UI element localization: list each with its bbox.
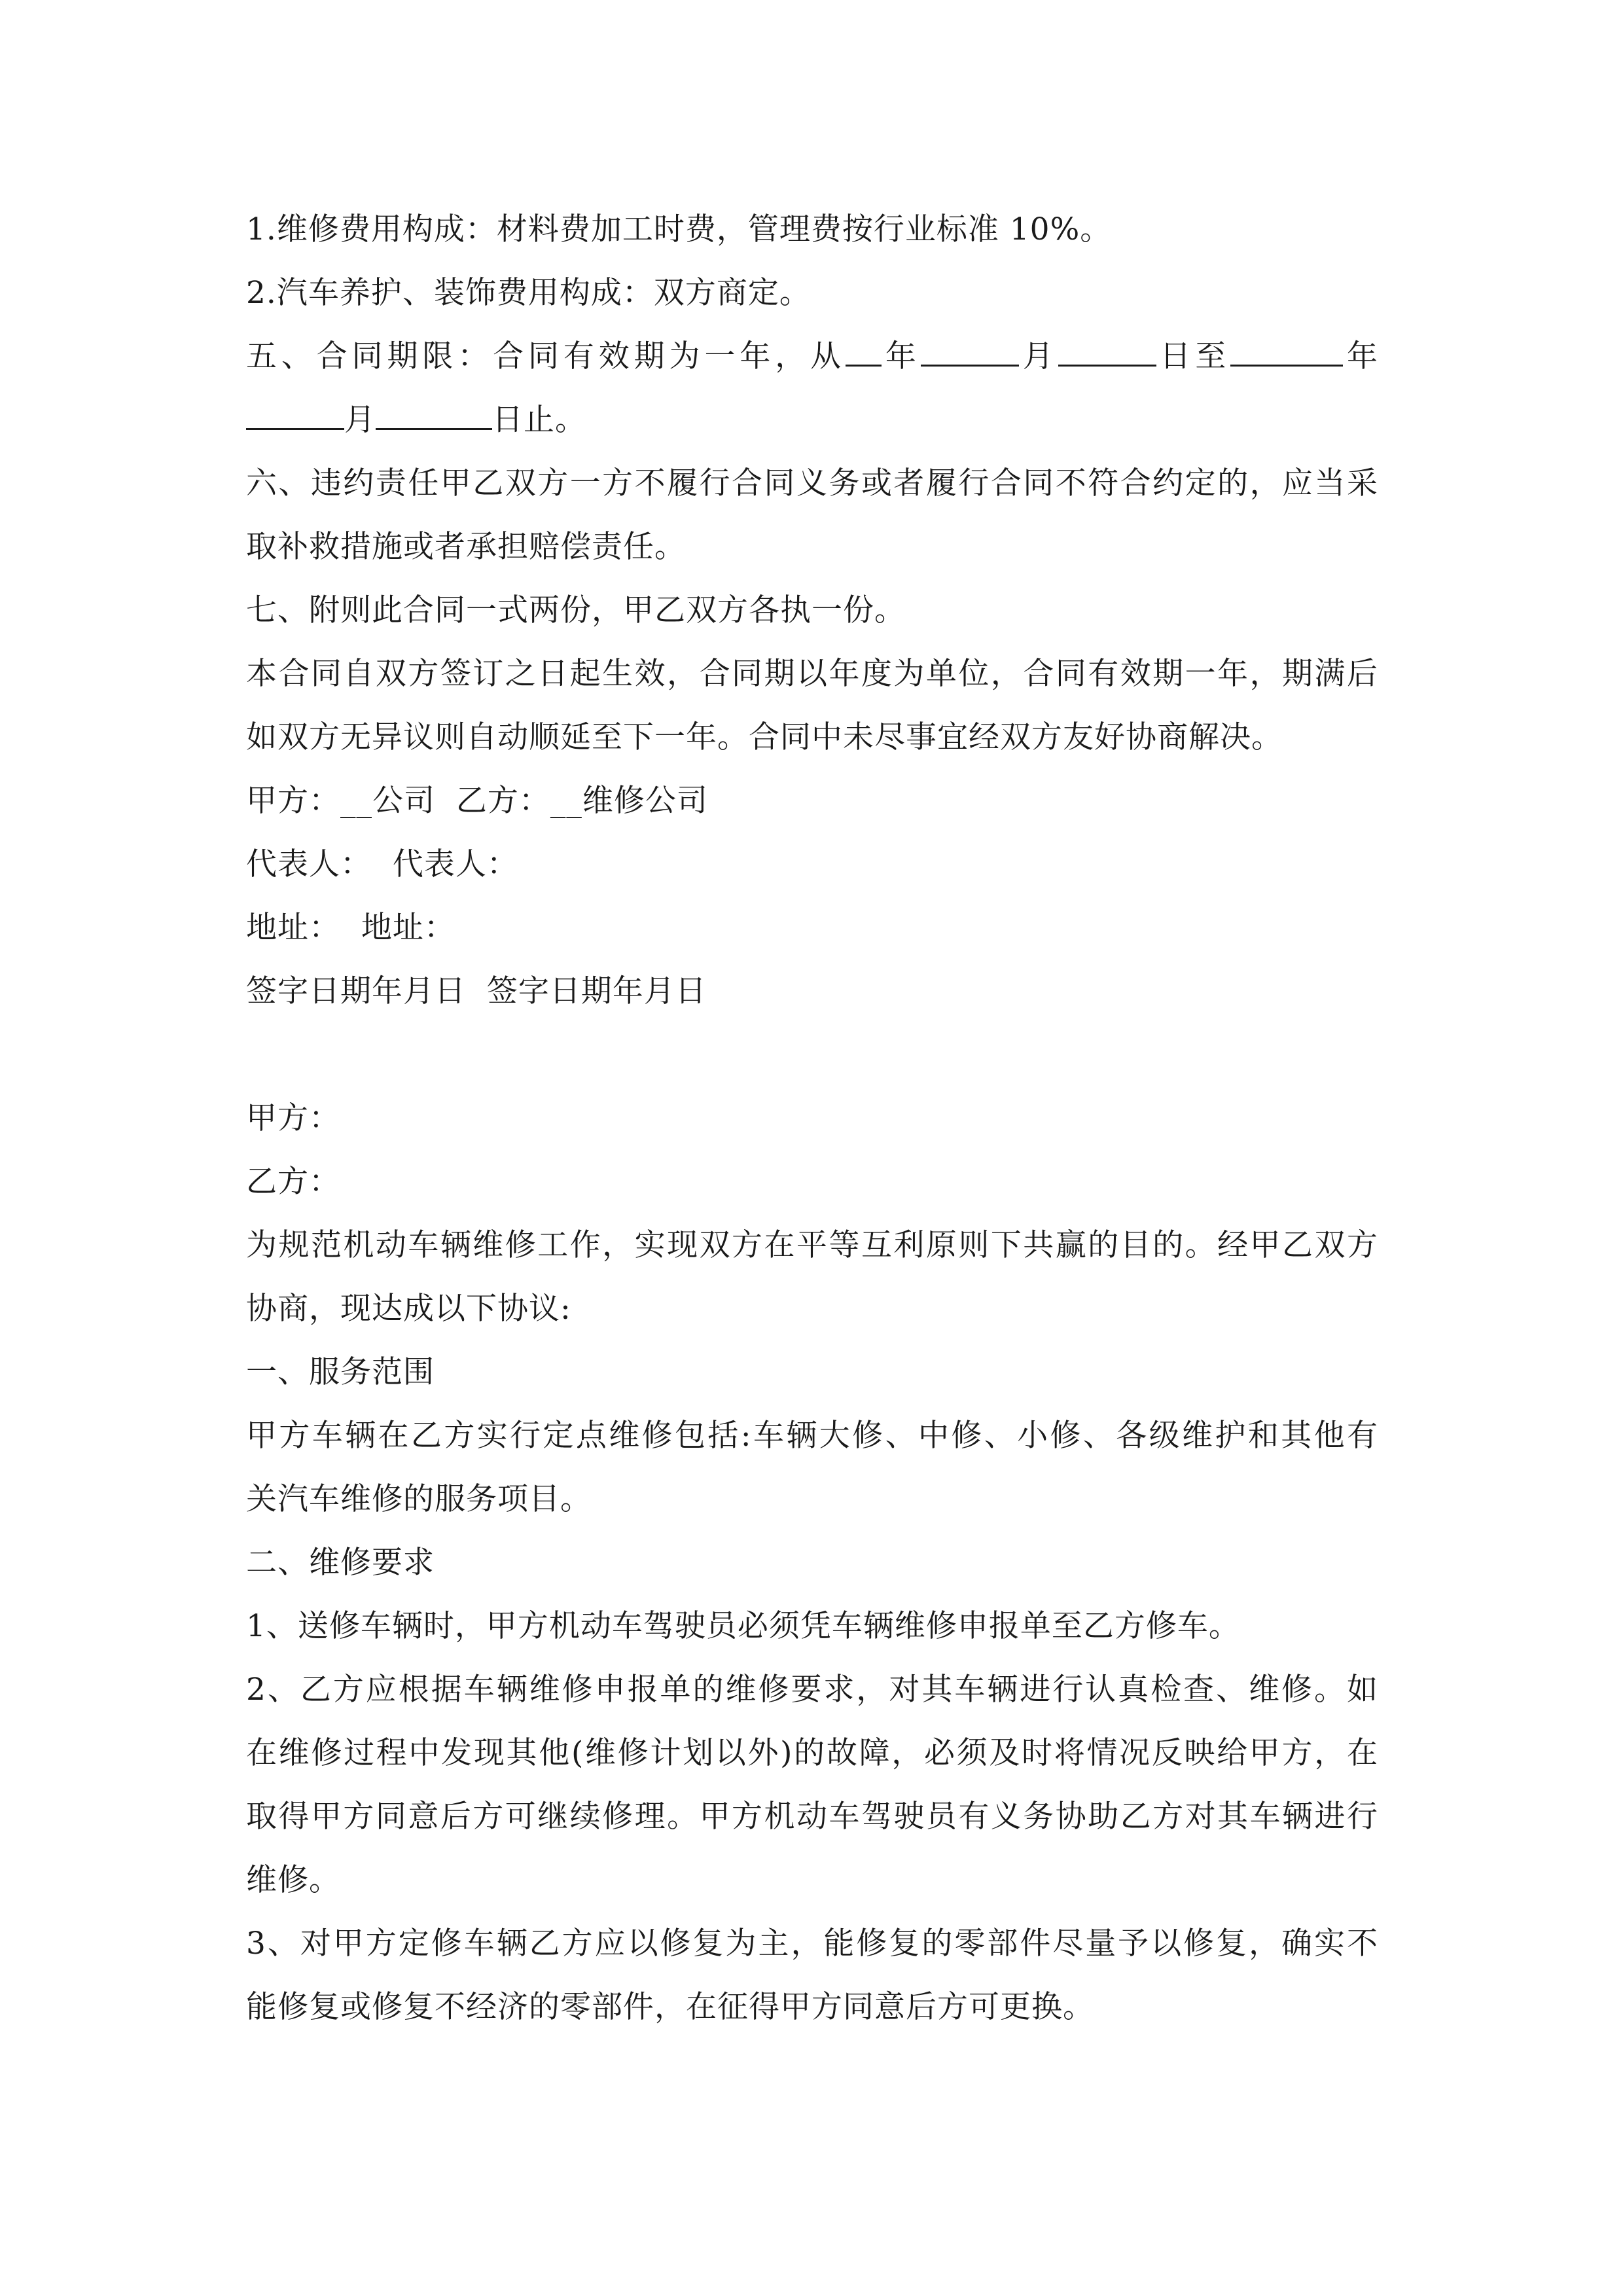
year-blank — [846, 338, 882, 367]
term-day-end: 日止。 — [492, 402, 586, 438]
intro-line2: 协商，现达成以下协议: — [246, 1291, 571, 1327]
term-prefix: 五、合同期限：合同有效期为一年，从 — [246, 338, 846, 374]
fee-clause-maintenance: 2.汽车养护、装饰费用构成：双方商定。 — [246, 275, 811, 311]
month-blank — [921, 338, 1019, 367]
intro-line1: 为规范机动车辆维修工作，实现双方在平等互利原则下共赢的目的。经甲乙双方 — [246, 1227, 1378, 1263]
second-party-b: 乙方： — [246, 1164, 340, 1200]
section1-line1: 甲方车辆在乙方实行定点维修包括:车辆大修、中修、小修、各级维护和其他有 — [246, 1418, 1378, 1454]
requirement-1: 1、送修车辆时，甲方机动车驾驶员必须凭车辆维修申报单至乙方修车。 — [246, 1608, 1240, 1644]
requirement-2-line1: 2、乙方应根据车辆维修申报单的维修要求，对其车辆进行认真检查、维修。如 — [246, 1672, 1378, 1708]
signature-representatives: 代表人： 代表人： — [246, 846, 518, 882]
effect-line1: 本合同自双方签订之日起生效，合同期以年度为单位，合同有效期一年，期满后 — [246, 656, 1378, 692]
month-end-blank — [246, 402, 344, 430]
requirement-2-line4: 维修。 — [246, 1862, 340, 1898]
liability-line1: 六、违约责任甲乙双方一方不履行合同义务或者履行合同不符合约定的，应当采 — [246, 465, 1378, 501]
signature-addresses: 地址： 地址： — [246, 910, 455, 946]
day-end-blank — [376, 402, 492, 430]
term-year1: 年 — [881, 338, 921, 374]
term-month2: 月 — [344, 402, 376, 438]
fee-clause-repair: 1.维修费用构成：材料费加工时费，管理费按行业标准 10%。 — [246, 211, 1112, 247]
requirement-3-line2: 能修复或修复不经济的零部件，在征得甲方同意后方可更换。 — [246, 1989, 1094, 2025]
liability-line2: 取补救措施或者承担赔偿责任。 — [246, 529, 686, 565]
section1-line2: 关汽车维修的服务项目。 — [246, 1481, 592, 1517]
section2-title: 二、维修要求 — [246, 1545, 435, 1581]
section-spacer — [246, 1023, 1378, 1086]
term-day-to: 日至 — [1156, 338, 1231, 374]
contract-body — [246, 198, 1378, 2039]
term-month1: 月 — [1018, 338, 1058, 374]
section1-title: 一、服务范围 — [246, 1354, 435, 1390]
effect-line2: 如双方无异议则自动顺延至下一年。合同中未尽事宜经双方友好协商解决。 — [246, 719, 1283, 755]
requirement-2-line2: 在维修过程中发现其他(维修计划以外)的故障，必须及时将情况反映给甲方，在 — [246, 1735, 1378, 1771]
second-party-a: 甲方： — [246, 1100, 340, 1136]
supplementary-clause: 七、附则此合同一式两份，甲乙双方各执一份。 — [246, 592, 906, 628]
requirement-2-line3: 取得甲方同意后方可继续修理。甲方机动车驾驶员有义务协助乙方对其车辆进行 — [246, 1799, 1378, 1835]
term-clause-line2 — [246, 388, 1378, 452]
requirement-3-line1: 3、对甲方定修车辆乙方应以修复为主，能修复的零部件尽量予以修复，确实不 — [246, 1926, 1378, 1962]
term-clause-line1 — [246, 325, 1378, 388]
signature-parties: 甲方：__公司 乙方：__维修公司 — [246, 783, 708, 819]
term-year2: 年 — [1343, 338, 1378, 374]
signature-dates: 签字日期年月日 签字日期年月日 — [246, 973, 707, 1009]
day-blank — [1058, 338, 1156, 367]
year-end-blank — [1230, 338, 1343, 367]
